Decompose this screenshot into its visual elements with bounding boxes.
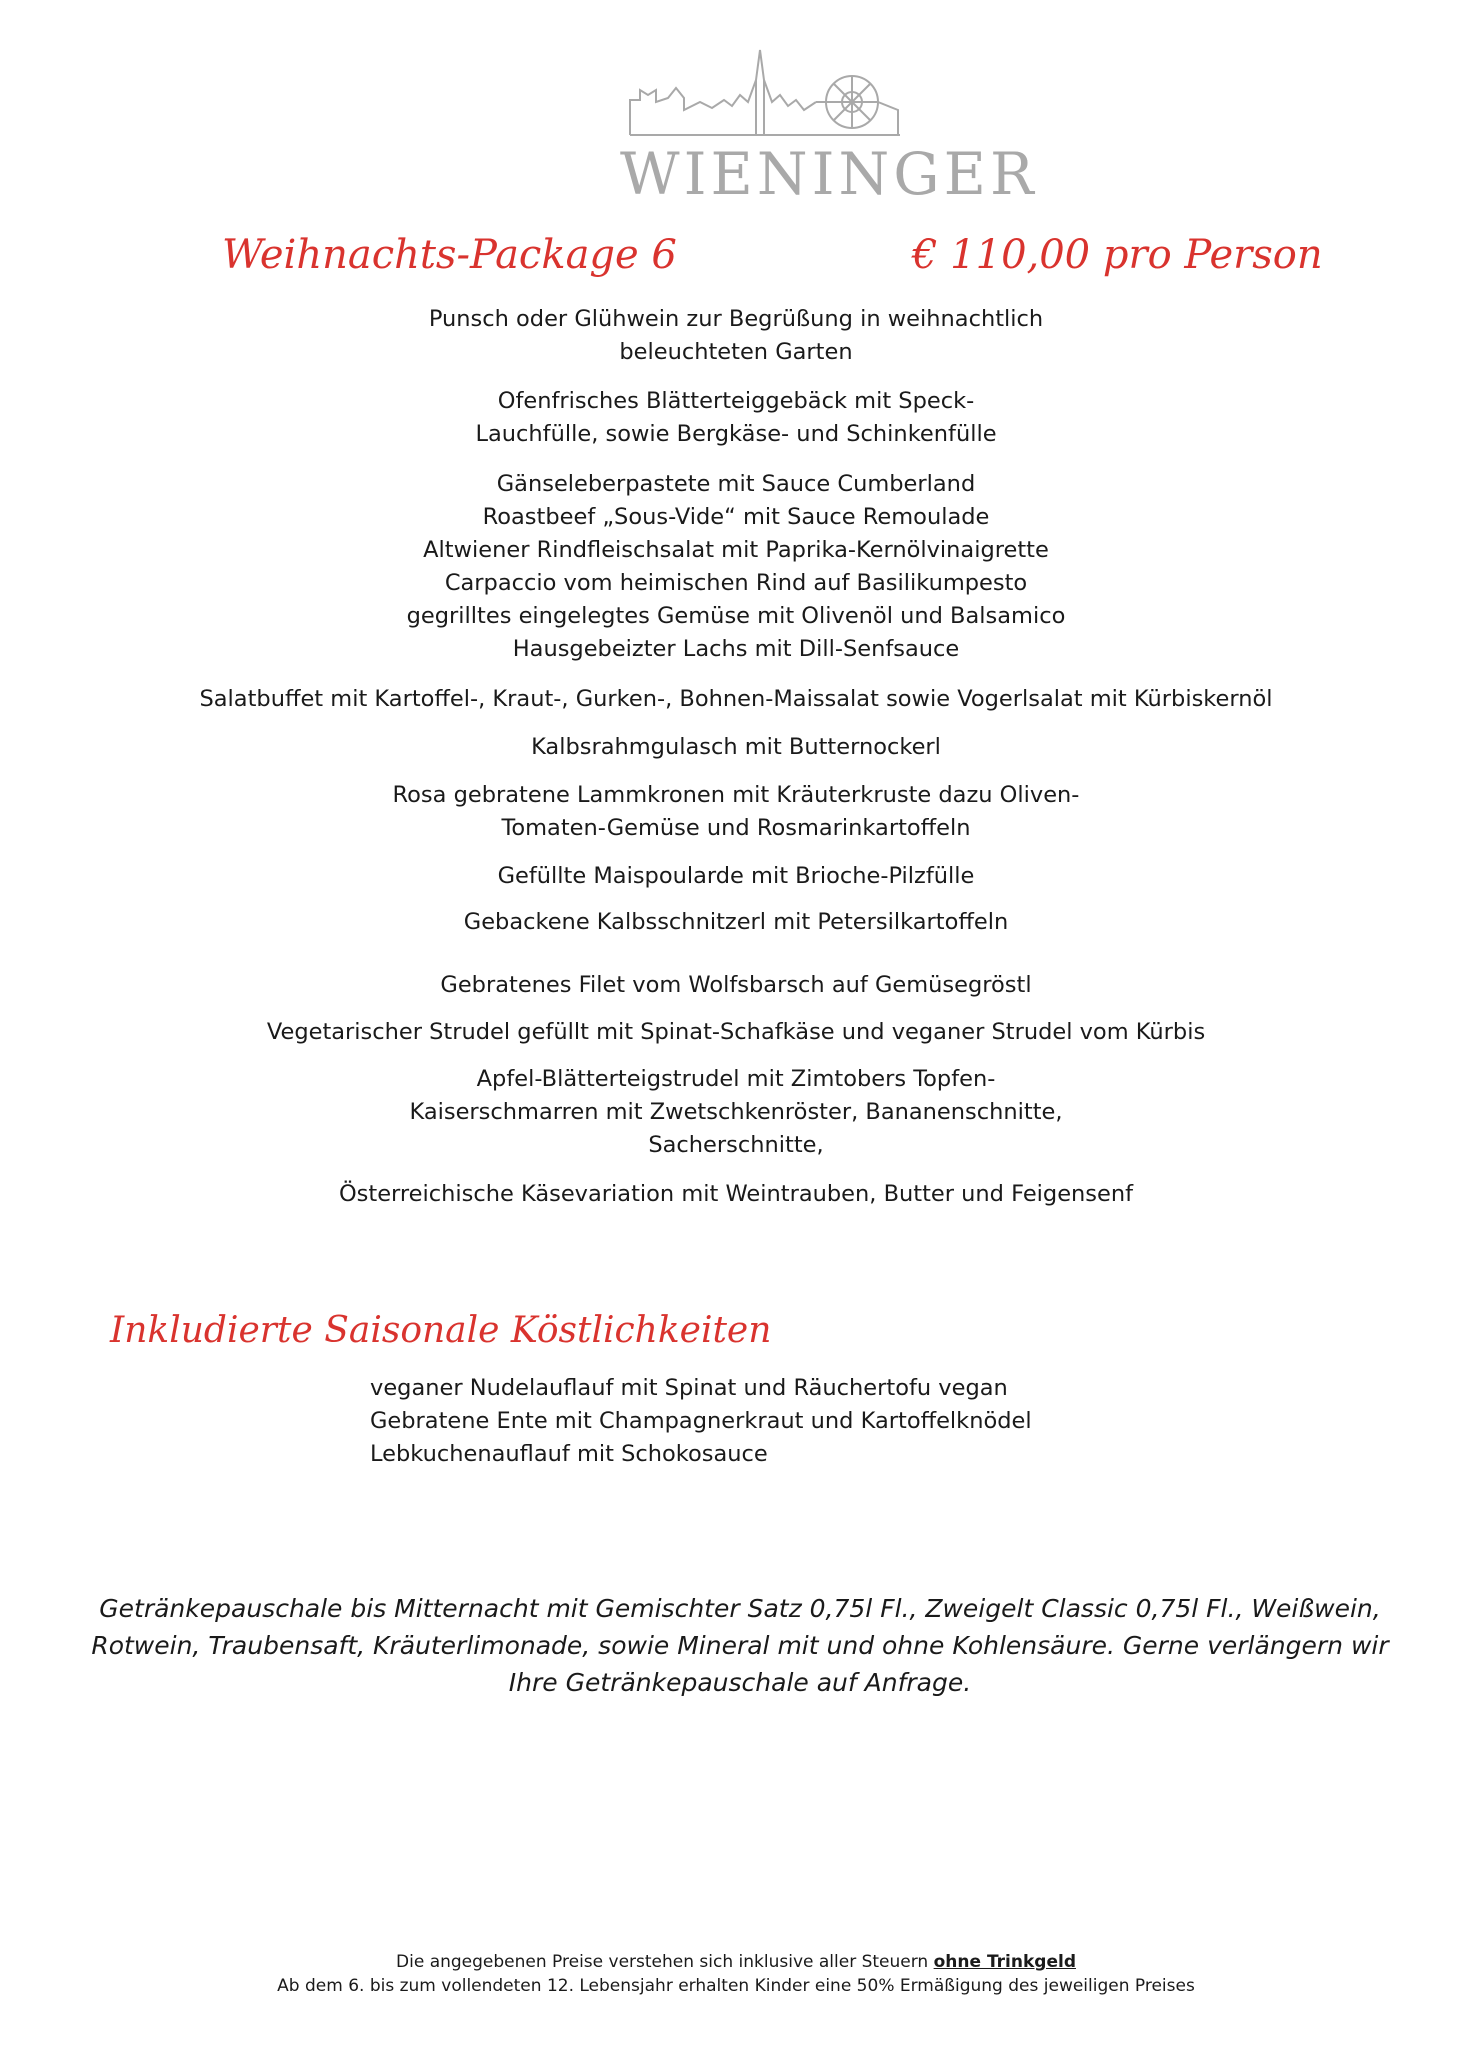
menu-line: Carpaccio vom heimischen Rind auf Basilikumpesto bbox=[444, 570, 1028, 596]
menu-line: beleuchteten Garten bbox=[619, 339, 853, 365]
drinks-line: Rotwein, Traubensaft, Kräuterlimonade, sowie Mineral mit und ohne Kohlensäure. Gerne verlängern wir bbox=[91, 1631, 1389, 1660]
menu-lamb bbox=[0, 779, 1472, 845]
menu-salad bbox=[0, 683, 1472, 716]
menu-line: Hausgebeizter Lachs mit Dill-Senfsauce bbox=[512, 636, 960, 662]
package-price: € 110,00 pro Person bbox=[912, 232, 1323, 278]
menu-line: Apfel-Blätterteigstrudel mit Zimtobers Topfen- bbox=[476, 1066, 996, 1092]
seasonal-list bbox=[370, 1372, 1032, 1471]
menu-strudel bbox=[0, 1016, 1472, 1049]
menu-line: Rosa gebratene Lammkronen mit Kräuterkruste dazu Oliven- bbox=[392, 782, 1080, 808]
menu-line: gegrilltes eingelegtes Gemüse mit Olivenöl und Balsamico bbox=[406, 603, 1066, 629]
menu-line: Gebackene Kalbsschnitzerl mit Petersilkartoffeln bbox=[463, 909, 1009, 935]
menu-line: Roastbeef „Sous-Vide“ mit Sauce Remoulade bbox=[482, 504, 990, 530]
menu-line: Altwiener Rindfleischsalat mit Paprika-Kernölvinaigrette bbox=[423, 537, 1049, 563]
seasonal-title: Inkludierte Saisonale Köstlichkeiten bbox=[110, 1310, 772, 1351]
drinks-line: Getränkepauschale bis Mitternacht mit Gemischter Satz 0,75l Fl., Zweigelt Classic 0,75l Fl., Weißwein, bbox=[99, 1594, 1381, 1623]
menu-fish bbox=[0, 969, 1472, 1002]
brand-name: WIENINGER bbox=[620, 140, 1038, 208]
list-item: Gebratene Ente mit Champagnerkraut und Kartoffelknödel bbox=[370, 1408, 1032, 1434]
brand-logo bbox=[620, 40, 1038, 215]
menu-desserts bbox=[0, 1063, 1472, 1162]
menu-welcome bbox=[0, 303, 1472, 369]
menu-line: Lauchfülle, sowie Bergkäse- und Schinkenfülle bbox=[475, 421, 997, 447]
menu-starters bbox=[0, 468, 1472, 666]
menu-line: Gänseleberpastete mit Sauce Cumberland bbox=[496, 471, 976, 497]
menu-line: Vegetarischer Strudel gefüllt mit Spinat-Schafkäse und veganer Strudel vom Kürbis bbox=[266, 1019, 1206, 1045]
menu-line: Gefüllte Maispoularde mit Brioche-Pilzfülle bbox=[497, 863, 975, 889]
drinks-package bbox=[90, 1590, 1390, 1701]
menu-line: Ofenfrisches Blätterteiggebäck mit Speck- bbox=[497, 388, 975, 414]
no-tip-emphasis: ohne Trinkgeld bbox=[933, 1952, 1076, 1972]
footer-tax-note: Die angegebenen Preise verstehen sich inklusive aller Steuern ohne Trinkgeld bbox=[396, 1952, 1076, 1972]
menu-poularde bbox=[0, 860, 1472, 893]
menu-cheese bbox=[0, 1178, 1472, 1211]
skyline-logo-icon bbox=[620, 40, 910, 140]
menu-line: Sacherschnitte, bbox=[648, 1132, 824, 1158]
menu-goulash bbox=[0, 731, 1472, 764]
menu-line: Salatbuffet mit Kartoffel-, Kraut-, Gurken-, Bohnen-Maissalat sowie Vogerlsalat mit Kürbiskernöl bbox=[199, 686, 1273, 712]
drinks-line: Ihre Getränkepauschale auf Anfrage. bbox=[508, 1668, 972, 1697]
menu-line: Punsch oder Glühwein zur Begrüßung in weihnachtlich bbox=[428, 306, 1044, 332]
list-item: Lebkuchenauflauf mit Schokosauce bbox=[370, 1441, 768, 1467]
menu-pastry bbox=[0, 385, 1472, 451]
list-item: veganer Nudelauflauf mit Spinat und Räuchertofu vegan bbox=[370, 1375, 1008, 1401]
footer-child-discount: Ab dem 6. bis zum vollendeten 12. Lebensjahr erhalten Kinder eine 50% Ermäßigung des jeweiligen Preises bbox=[277, 1976, 1195, 1996]
menu-line: Kaiserschmarren mit Zwetschkenröster, Bananenschnitte, bbox=[409, 1099, 1063, 1125]
footer-notes bbox=[0, 1950, 1472, 1998]
menu-line: Gebratenes Filet vom Wolfsbarsch auf Gemüsegröstl bbox=[440, 972, 1032, 998]
menu-line: Kalbsrahmgulasch mit Butternockerl bbox=[531, 734, 941, 760]
package-title: Weihnachts-Package 6 bbox=[222, 232, 677, 278]
menu-line: Österreichische Käsevariation mit Weintrauben, Butter und Feigensenf bbox=[338, 1181, 1134, 1207]
menu-schnitzel bbox=[0, 906, 1472, 939]
menu-line: Tomaten-Gemüse und Rosmarinkartoffeln bbox=[501, 815, 971, 841]
